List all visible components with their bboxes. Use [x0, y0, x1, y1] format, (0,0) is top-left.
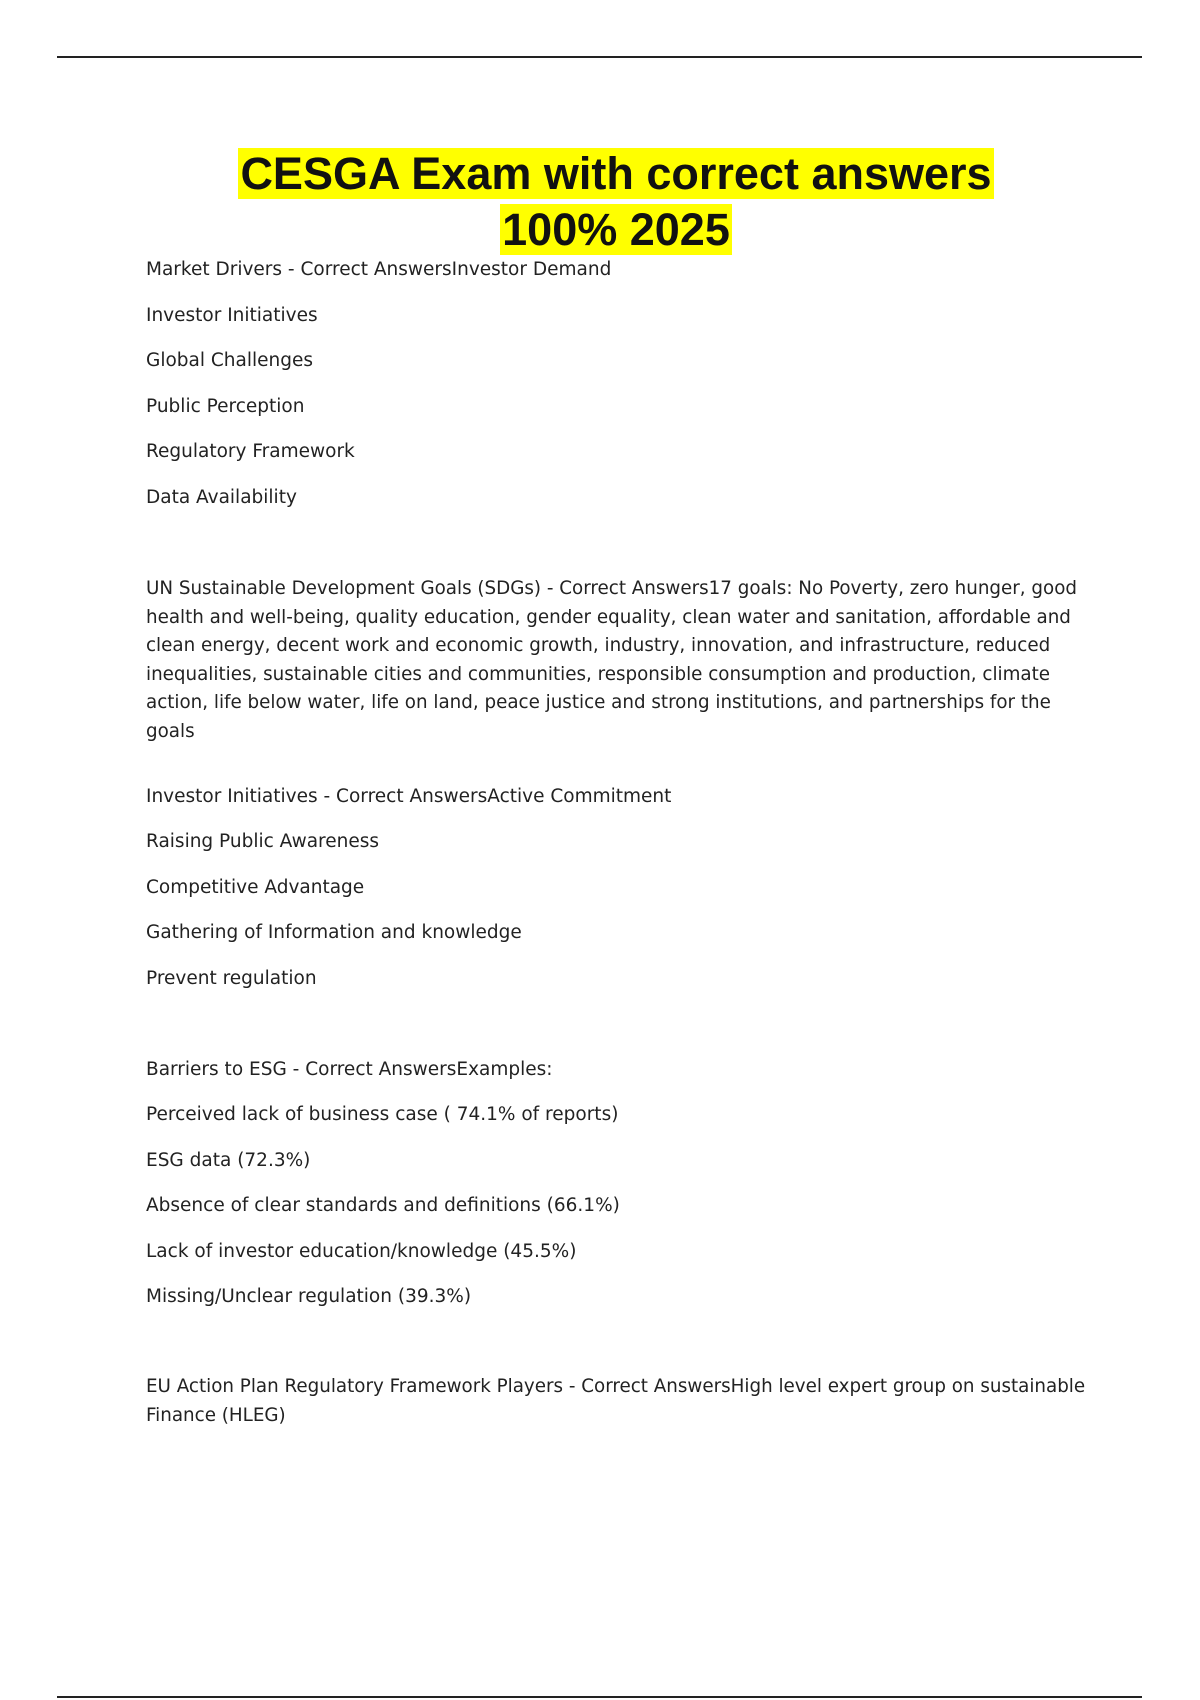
market-drivers-item: Data Availability	[146, 487, 297, 508]
barriers-item: Missing/Unclear regulation (39.3%)	[146, 1286, 472, 1307]
market-drivers-heading: Market Drivers - Correct AnswersInvestor Demand	[146, 259, 612, 280]
investor-initiatives-item: Prevent regulation	[146, 968, 317, 989]
market-drivers-item: Global Challenges	[146, 350, 314, 371]
market-drivers-item: Regulatory Framework	[146, 441, 355, 462]
document-title	[0, 146, 1200, 258]
title-line-2: 100% 2025	[502, 204, 730, 255]
investor-initiatives-item: Competitive Advantage	[146, 877, 365, 898]
bottom-rule	[57, 1696, 1142, 1698]
barriers-item: Perceived lack of business case ( 74.1% of reports)	[146, 1104, 619, 1125]
market-drivers-item: Investor Initiatives	[146, 305, 318, 326]
top-rule	[57, 56, 1142, 58]
barriers-item: ESG data (72.3%)	[146, 1150, 311, 1171]
title-line-1: CESGA Exam with correct answers	[240, 148, 992, 199]
sdgs-paragraph: UN Sustainable Development Goals (SDGs) - Correct Answers17 goals: No Poverty, zero hunger, good health and well-being, quality education, gender equality, clean water and sanitation, affordable and clean energy, decent work and economic growth, industry, innovation, and infrastructure, reduced inequalities, sustainable cities and communities, responsible consumption and production, climate action, life below water, life on land, peace justice and strong institutions, and partnerships for the goals	[146, 578, 1077, 742]
market-drivers-item: Public Perception	[146, 396, 305, 417]
barriers-item: Absence of clear standards and definitions (66.1%)	[146, 1195, 620, 1216]
investor-initiatives-item: Raising Public Awareness	[146, 831, 380, 852]
investor-initiatives-heading: Investor Initiatives - Correct AnswersActive Commitment	[146, 786, 672, 807]
eu-action-plan-paragraph: EU Action Plan Regulatory Framework Players - Correct AnswersHigh level expert group on sustainable Finance (HLEG)	[146, 1376, 1086, 1426]
barriers-item: Lack of investor education/knowledge (45.5%)	[146, 1241, 577, 1262]
barriers-heading: Barriers to ESG - Correct AnswersExamples:	[146, 1059, 553, 1080]
investor-initiatives-item: Gathering of Information and knowledge	[146, 922, 522, 943]
